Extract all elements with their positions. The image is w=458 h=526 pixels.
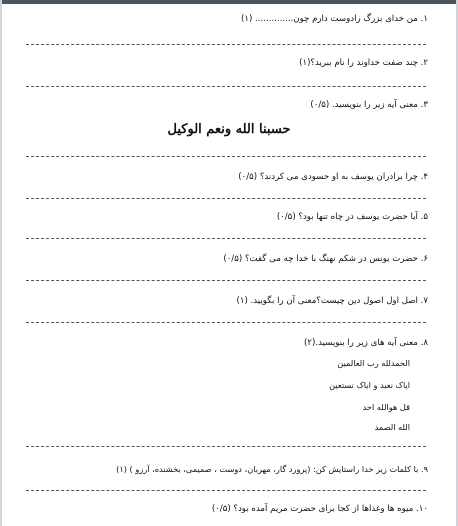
answer-line-2[interactable]	[26, 86, 426, 87]
answer-line-5[interactable]	[26, 238, 426, 239]
answer-line-4[interactable]	[26, 198, 426, 199]
answer-line-6[interactable]	[26, 280, 426, 281]
verse-item-1: الحمدلله رب العالمین	[337, 358, 410, 368]
answer-line-8[interactable]	[26, 446, 426, 447]
question-3: ۳. معنی آیه زیر را بنویسید. (۰/۵)	[310, 100, 428, 110]
question-8: ۸. معنی آیه های زیر را بنویسید.(۲)	[304, 338, 428, 348]
question-5: ۵. آیا حضرت یوسف در چاه تنها بود؟ (۰/۵)	[276, 212, 428, 222]
verse-item-4: الله الصمد	[374, 422, 410, 432]
verse-item-2: ایاک نعبد و ایاک نستعین	[329, 380, 410, 390]
question-9: ۹. با کلمات زیر خدا راستایش کن: (پرورد گار، مهربان، دوست ، صمیمی، بخشنده، آرزو ) (۱)	[116, 464, 428, 474]
question-1: ۱. من خدای بزرگ رادوست دارم چون.............. (۱)	[240, 14, 428, 24]
answer-line-9[interactable]	[26, 490, 426, 491]
answer-line-1[interactable]	[26, 44, 426, 45]
question-6: ۶. حضرت یونس در شکم نهنگ با خدا چه می گفت؟ (۰/۵)	[223, 254, 428, 264]
left-border	[0, 0, 2, 526]
question-7: ۷. اصل اول اصول دین چیست؟معنی آن را بگویید. (۱)	[236, 296, 428, 306]
question-2: ۲. چند صفت خداوند را نام ببرید؟(۱)	[299, 58, 428, 68]
verse-item-3: قل هوالله احد	[362, 402, 410, 412]
top-bar	[0, 0, 458, 4]
quran-verse: حسبنا الله ونعم الوکیل	[167, 122, 291, 137]
answer-line-7[interactable]	[26, 322, 426, 323]
question-10: ۱۰. میوه ها وغذاها از کجا برای حضرت مریم آمده بود؟ (۰/۵)	[211, 504, 428, 514]
question-4: ۴. چرا برادران یوسف به او حسودی می کردند؟ (۰/۵)	[238, 172, 428, 182]
answer-line-3[interactable]	[26, 156, 426, 157]
